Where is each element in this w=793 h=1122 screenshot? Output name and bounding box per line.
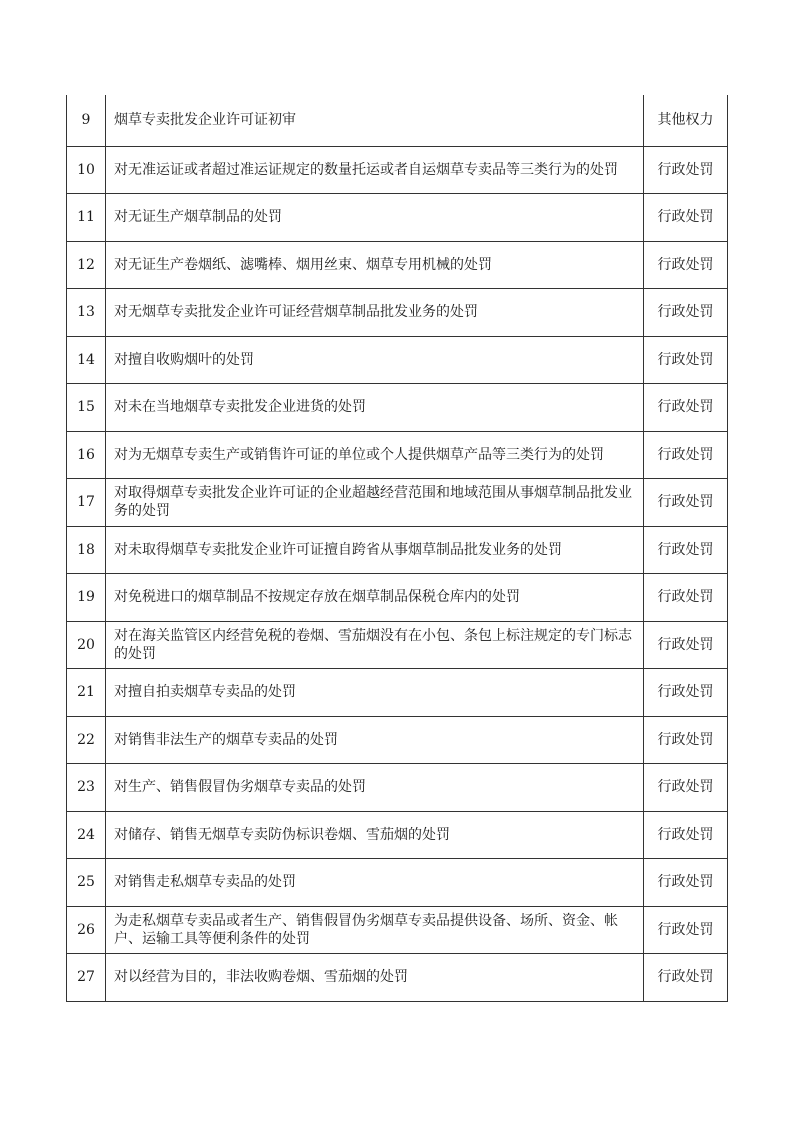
row-number: 9 xyxy=(67,95,106,146)
power-type: 行政处罚 xyxy=(644,716,728,764)
table-row xyxy=(67,621,728,669)
power-type: 行政处罚 xyxy=(644,241,728,289)
table-row xyxy=(67,241,728,289)
power-item-name: 对擅自收购烟叶的处罚 xyxy=(106,336,644,384)
power-type: 行政处罚 xyxy=(644,194,728,242)
row-number: 16 xyxy=(67,431,106,479)
row-number: 17 xyxy=(67,479,106,527)
row-number: 24 xyxy=(67,811,106,859)
table-row xyxy=(67,336,728,384)
power-item-name: 对取得烟草专卖批发企业许可证的企业超越经营范围和地域范围从事烟草制品批发业务的处罚 xyxy=(106,479,644,527)
table-row xyxy=(67,574,728,622)
table-body xyxy=(67,95,728,1001)
table-row xyxy=(67,289,728,337)
power-item-name: 对无烟草专卖批发企业许可证经营烟草制品批发业务的处罚 xyxy=(106,289,644,337)
power-item-name: 对以经营为目的，非法收购卷烟、雪茄烟的处罚 xyxy=(106,954,644,1002)
power-type: 行政处罚 xyxy=(644,384,728,432)
power-type: 行政处罚 xyxy=(644,146,728,194)
power-type: 行政处罚 xyxy=(644,954,728,1002)
row-number: 15 xyxy=(67,384,106,432)
row-number: 14 xyxy=(67,336,106,384)
power-item-name: 对在海关监管区内经营免税的卷烟、雪茄烟没有在小包、条包上标注规定的专门标志的处罚 xyxy=(106,621,644,669)
power-item-name: 对销售走私烟草专卖品的处罚 xyxy=(106,859,644,907)
table-row xyxy=(67,95,728,146)
power-item-name: 对无准运证或者超过准运证规定的数量托运或者自运烟草专卖品等三类行为的处罚 xyxy=(106,146,644,194)
power-type: 行政处罚 xyxy=(644,764,728,812)
power-type: 行政处罚 xyxy=(644,621,728,669)
power-list-table xyxy=(66,95,728,1002)
row-number: 21 xyxy=(67,669,106,717)
power-item-name: 对销售非法生产的烟草专卖品的处罚 xyxy=(106,716,644,764)
table-row xyxy=(67,811,728,859)
power-type: 行政处罚 xyxy=(644,859,728,907)
table-row xyxy=(67,764,728,812)
table-row xyxy=(67,954,728,1002)
row-number: 22 xyxy=(67,716,106,764)
row-number: 19 xyxy=(67,574,106,622)
row-number: 23 xyxy=(67,764,106,812)
row-number: 20 xyxy=(67,621,106,669)
row-number: 25 xyxy=(67,859,106,907)
row-number: 11 xyxy=(67,194,106,242)
table-row xyxy=(67,384,728,432)
power-type: 行政处罚 xyxy=(644,669,728,717)
power-item-name: 为走私烟草专卖品或者生产、销售假冒伪劣烟草专卖品提供设备、场所、资金、帐户、运输工具等便利条件的处罚 xyxy=(106,906,644,954)
row-number: 18 xyxy=(67,526,106,574)
power-type: 行政处罚 xyxy=(644,289,728,337)
power-type: 行政处罚 xyxy=(644,811,728,859)
row-number: 26 xyxy=(67,906,106,954)
power-item-name: 对免税进口的烟草制品不按规定存放在烟草制品保税仓库内的处罚 xyxy=(106,574,644,622)
table-row xyxy=(67,716,728,764)
power-type: 行政处罚 xyxy=(644,526,728,574)
table-row xyxy=(67,479,728,527)
power-item-name: 对无证生产烟草制品的处罚 xyxy=(106,194,644,242)
power-type: 行政处罚 xyxy=(644,431,728,479)
table-row xyxy=(67,431,728,479)
power-item-name: 对擅自拍卖烟草专卖品的处罚 xyxy=(106,669,644,717)
power-item-name: 烟草专卖批发企业许可证初审 xyxy=(106,95,644,146)
power-type: 行政处罚 xyxy=(644,574,728,622)
power-type: 行政处罚 xyxy=(644,336,728,384)
power-item-name: 对生产、销售假冒伪劣烟草专卖品的处罚 xyxy=(106,764,644,812)
power-item-name: 对未在当地烟草专卖批发企业进货的处罚 xyxy=(106,384,644,432)
power-item-name: 对为无烟草专卖生产或销售许可证的单位或个人提供烟草产品等三类行为的处罚 xyxy=(106,431,644,479)
row-number: 13 xyxy=(67,289,106,337)
table-row xyxy=(67,146,728,194)
row-number: 12 xyxy=(67,241,106,289)
table-row xyxy=(67,526,728,574)
row-number: 27 xyxy=(67,954,106,1002)
power-type: 其他权力 xyxy=(644,95,728,146)
power-item-name: 对无证生产卷烟纸、滤嘴棒、烟用丝束、烟草专用机械的处罚 xyxy=(106,241,644,289)
table-row xyxy=(67,194,728,242)
table-row xyxy=(67,669,728,717)
power-item-name: 对储存、销售无烟草专卖防伪标识卷烟、雪茄烟的处罚 xyxy=(106,811,644,859)
table-row xyxy=(67,906,728,954)
table-row xyxy=(67,859,728,907)
power-type: 行政处罚 xyxy=(644,479,728,527)
row-number: 10 xyxy=(67,146,106,194)
power-item-name: 对未取得烟草专卖批发企业许可证擅自跨省从事烟草制品批发业务的处罚 xyxy=(106,526,644,574)
power-type: 行政处罚 xyxy=(644,906,728,954)
